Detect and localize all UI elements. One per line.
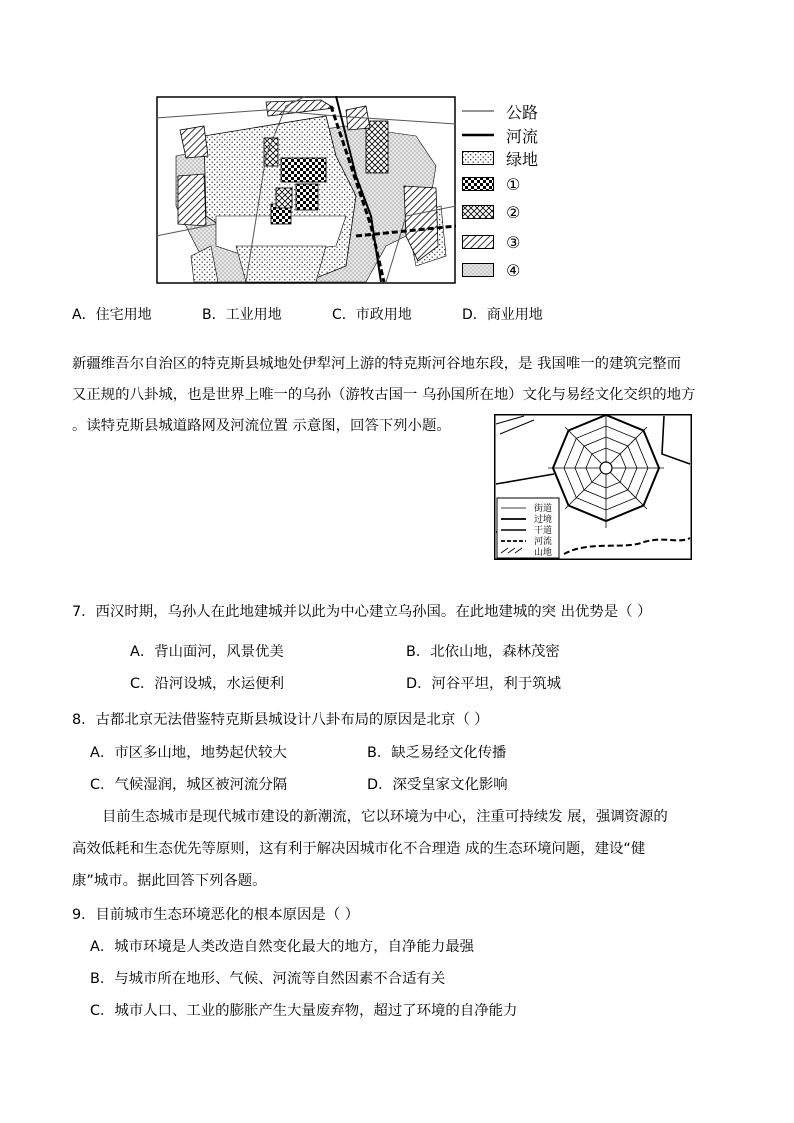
legend-green bbox=[462, 149, 538, 167]
legend-green-label: 绿地 bbox=[506, 149, 539, 169]
green-swatch-icon bbox=[462, 151, 494, 165]
q6-option-d bbox=[462, 304, 543, 324]
q7-option-b: B．北依山地，森林茂密 bbox=[406, 644, 560, 660]
legend-zone2-label: ② bbox=[506, 202, 521, 222]
option-text: 住宅用地 bbox=[95, 307, 152, 323]
q6-option-c bbox=[332, 304, 412, 324]
map2-legend-transit: 过境 bbox=[534, 515, 553, 525]
tekes-intro-line2: 又正规的八卦城，也是世界上唯一的乌孙（游牧古国一 乌孙国所在地）文化与易经文化交织的地方 bbox=[72, 387, 696, 403]
legend-zone2 bbox=[462, 203, 520, 221]
map2-legend-river: 河流 bbox=[534, 537, 553, 547]
land-use-map bbox=[156, 96, 456, 284]
option-letter: C． bbox=[332, 307, 356, 323]
option-text: 商业用地 bbox=[486, 307, 543, 323]
q7-option-c: C．沿河设城，水运便利 bbox=[130, 676, 284, 692]
legend-zone3-label: ③ bbox=[506, 232, 521, 252]
legend-zone1-label: ① bbox=[506, 174, 521, 194]
option-letter: B． bbox=[202, 307, 226, 323]
map2-legend-trunk: 干道 bbox=[534, 526, 553, 536]
tekes-intro-line1: 新疆维吾尔自治区的特克斯县城地处伊犁河上游的特克斯河谷地东段，是 我国唯一的建筑完整而 bbox=[72, 356, 681, 372]
road-line-icon bbox=[462, 104, 494, 118]
option-letter: A． bbox=[72, 307, 96, 323]
option-letter: D． bbox=[462, 307, 487, 323]
bagua-city-map bbox=[494, 414, 692, 560]
q7-stem: 7．西汉时期，乌孙人在此地建城并以此为中心建立乌孙国。在此地建城的突 出优势是（ ） bbox=[72, 604, 652, 620]
q9-option-c: C．城市人口、工业的膨胀产生大量废弃物，超过了环境的自净能力 bbox=[90, 1003, 518, 1019]
q9-stem: 9．目前城市生态环境恶化的根本原因是（ ） bbox=[72, 907, 360, 923]
legend-zone4 bbox=[462, 261, 520, 279]
legend-zone4-label: ④ bbox=[506, 260, 521, 280]
q8-stem: 8．古都北京无法借鉴特克斯县城设计八卦布局的原因是北京（ ） bbox=[72, 712, 489, 728]
legend-road-label: 公路 bbox=[506, 102, 539, 122]
eco-intro-line3: 康”城市。据此回答下列各题。 bbox=[72, 873, 267, 889]
q8-option-c: C．气候湿润，城区被河流分隔 bbox=[90, 777, 288, 793]
option-text: 市政用地 bbox=[355, 307, 412, 323]
q7-option-a: A．背山面河，风景优美 bbox=[130, 644, 284, 660]
q9-option-b: B．与城市所在地形、气候、河流等自然因素不合适有关 bbox=[90, 971, 446, 987]
q8-option-a: A．市区多山地，地势起伏较大 bbox=[90, 745, 287, 761]
q9-option-a: A．城市环境是人类改造自然变化最大的地方，自净能力最强 bbox=[90, 939, 475, 955]
q8-option-b: B．缺乏易经文化传播 bbox=[367, 745, 507, 761]
q8-option-d: D．深受皇家文化影响 bbox=[367, 777, 508, 793]
legend-zone1 bbox=[462, 175, 520, 193]
map2-legend-mountain: 山地 bbox=[534, 548, 553, 558]
eco-intro-line1: 目前生态城市是现代城市建设的新潮流，它以环境为中心，注重可持续发 展，强调资源的 bbox=[102, 809, 668, 825]
zone4-swatch-icon bbox=[462, 263, 494, 277]
zone3-swatch-icon bbox=[462, 235, 494, 249]
q7-option-d: D．河谷平坦，利于筑城 bbox=[406, 676, 561, 692]
map2-legend-street: 街道 bbox=[534, 504, 553, 514]
legend-road bbox=[462, 102, 538, 120]
tekes-intro-line3: 。读特克斯县城道路网及河流位置 示意图，回答下列小题。 bbox=[72, 418, 451, 434]
zone1-swatch-icon bbox=[462, 177, 494, 191]
eco-intro-line2: 高效低耗和生态优先等原则，这有利于解决因城市化不合理造 成的生态环境问题，建设“健 bbox=[72, 841, 646, 857]
option-text: 工业用地 bbox=[225, 307, 282, 323]
zone2-swatch-icon bbox=[462, 205, 494, 219]
legend-zone3 bbox=[462, 233, 520, 251]
legend-river bbox=[462, 126, 538, 144]
q6-option-b bbox=[202, 304, 282, 324]
legend-river-label: 河流 bbox=[506, 126, 539, 146]
q6-option-a bbox=[72, 304, 152, 324]
river-line-icon bbox=[462, 128, 494, 142]
